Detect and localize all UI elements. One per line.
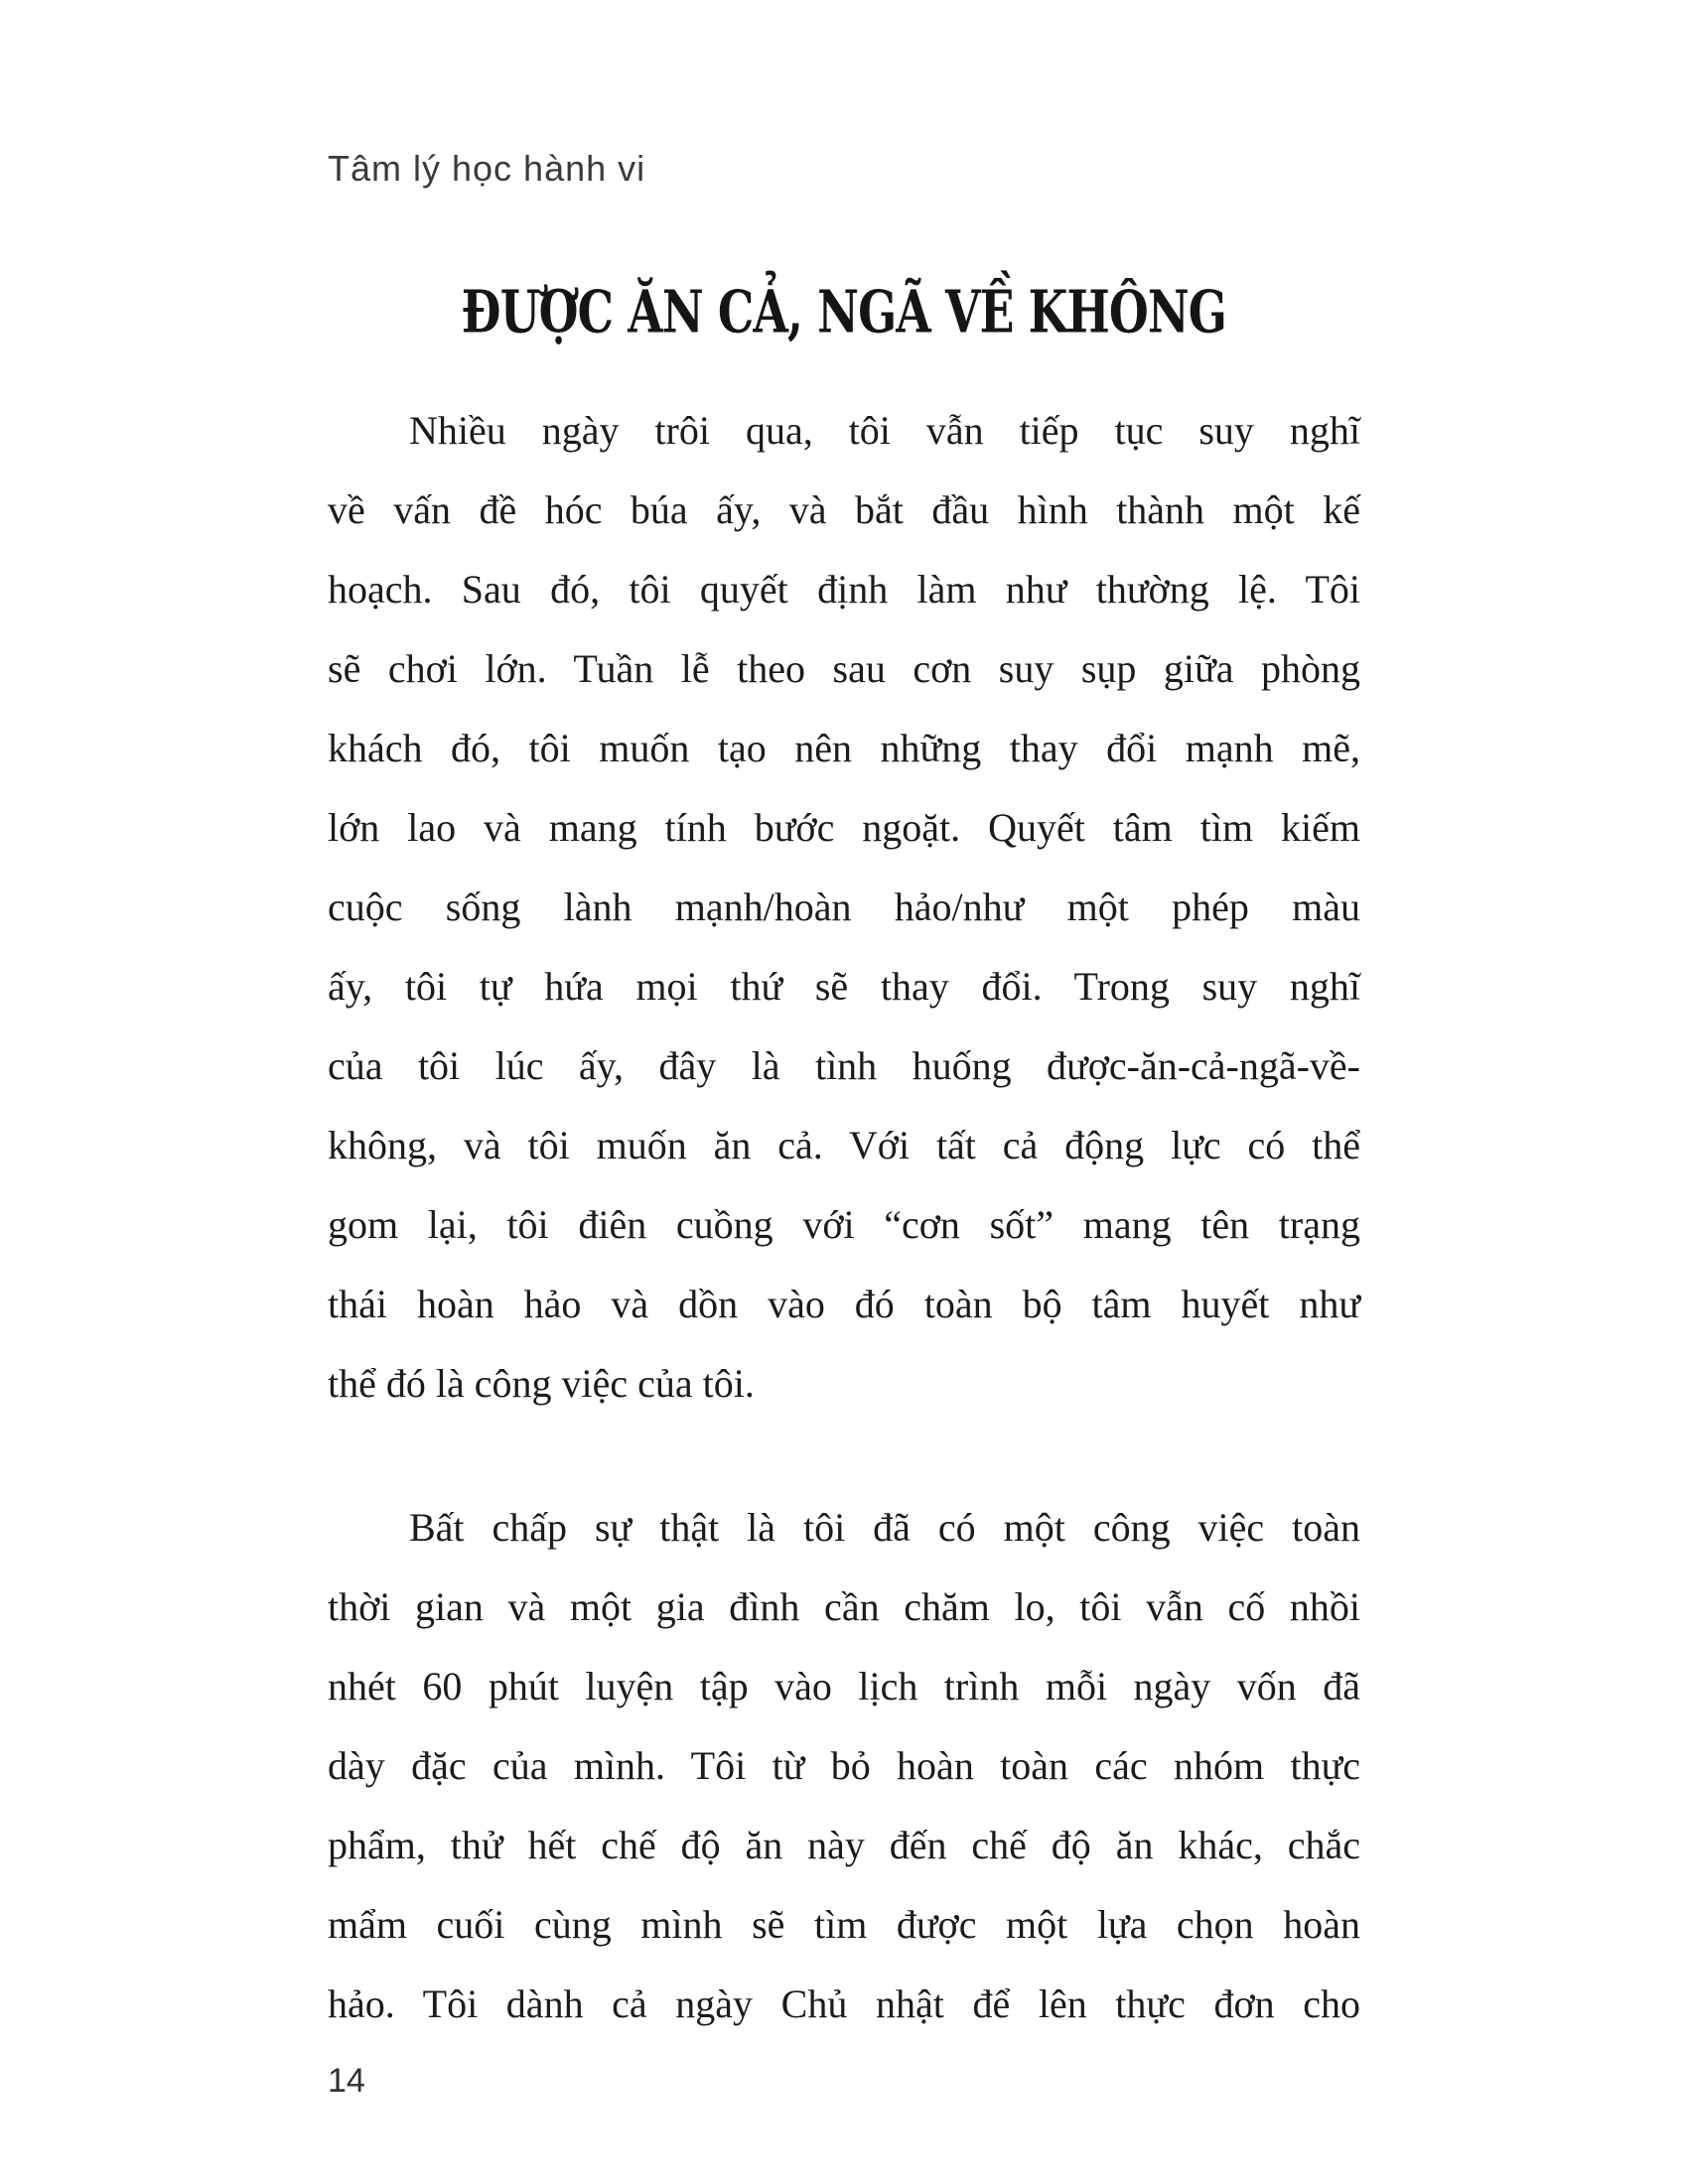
text-line: mẩm cuối cùng mình sẽ tìm được một lựa chọn hoàn [328,1902,1360,1947]
text-line: Bất chấp sự thật là tôi đã có một công việc toàn [409,1505,1360,1550]
text-line: về vấn đề hóc búa ấy, và bắt đầu hình thành một kế [328,487,1360,532]
text-line: dày đặc của mình. Tôi từ bỏ hoàn toàn các nhóm thực [328,1743,1360,1788]
text-line: thái hoàn hảo và dồn vào đó toàn bộ tâm huyết như [328,1282,1360,1326]
text-line: thể đó là công việc của tôi. [328,1361,755,1406]
text-line: Nhiều ngày trôi qua, tôi vẫn tiếp tục suy nghĩ [409,408,1360,453]
text-line: không, và tôi muốn ăn cả. Với tất cả động lực có thể [328,1123,1360,1167]
chapter-title-wrap [328,278,1360,347]
chapter-title: ĐƯỢC ĂN CẢ, NGÃ VỀ KHÔNG [461,278,1227,347]
text-line: thời gian và một gia đình cần chăm lo, tôi vẫn cố nhồi [328,1584,1360,1629]
text-line: nhét 60 phút luyện tập vào lịch trình mỗi ngày vốn đã [328,1664,1360,1708]
text-line: phẩm, thử hết chế độ ăn này đến chế độ ăn khác, chắc [328,1823,1360,1867]
text-line: hoạch. Sau đó, tôi quyết định làm như thường lệ. Tôi [328,567,1360,612]
text-line: sẽ chơi lớn. Tuần lễ theo sau cơn suy sụp giữa phòng [328,646,1360,691]
text-line: của tôi lúc ấy, đây là tình huống được-ăn-cả-ngã-về- [328,1043,1360,1088]
running-header: Tâm lý học hành vi [328,148,646,189]
body-text [328,391,1360,2044]
paragraph [328,1488,1360,2044]
text-line: lớn lao và mang tính bước ngoặt. Quyết tâm tìm kiếm [328,805,1360,850]
text-line: hảo. Tôi dành cả ngày Chủ nhật để lên thực đơn cho [328,1981,1360,2026]
text-line: khách đó, tôi muốn tạo nên những thay đổi mạnh mẽ, [328,726,1360,770]
page-number: 14 [328,2062,365,2100]
paragraph [328,391,1360,1424]
text-line: ấy, tôi tự hứa mọi thứ sẽ thay đổi. Trong suy nghĩ [328,964,1360,1009]
text-line: cuộc sống lành mạnh/hoàn hảo/như một phép màu [328,885,1360,929]
text-line: gom lại, tôi điên cuồng với “cơn sốt” mang tên trạng [328,1202,1360,1247]
